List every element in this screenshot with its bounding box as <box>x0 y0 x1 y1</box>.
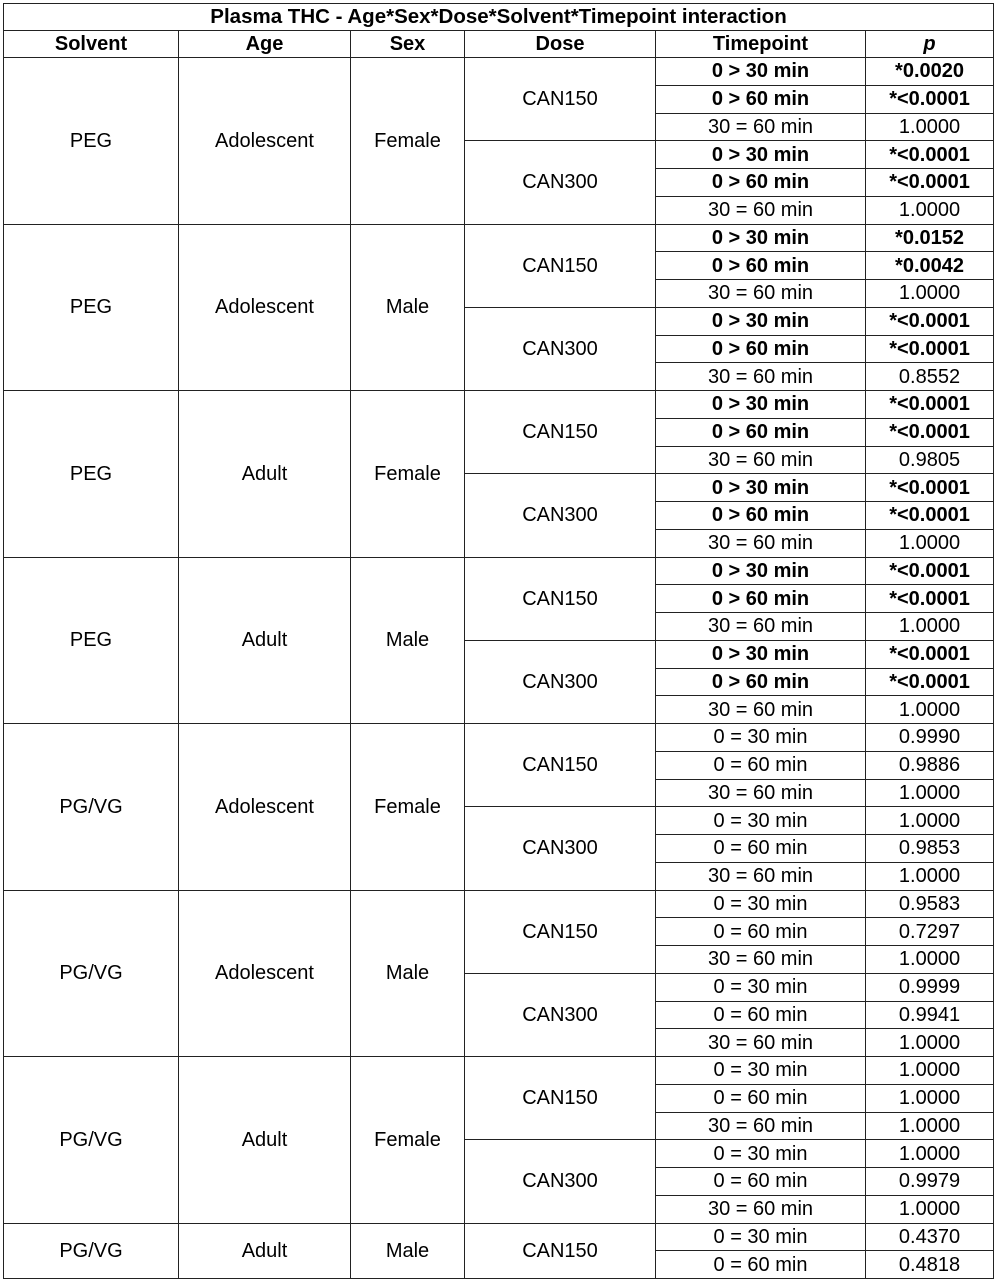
cell-timepoint: 30 = 60 min <box>656 1195 866 1223</box>
cell-timepoint: 0 > 60 min <box>656 585 866 613</box>
cell-p-value: 1.0000 <box>866 280 994 308</box>
cell-timepoint: 30 = 60 min <box>656 529 866 557</box>
cell-p-value: 0.7297 <box>866 918 994 946</box>
cell-age: Adult <box>179 557 351 724</box>
cell-p-value: *0.0020 <box>866 58 994 86</box>
cell-p-value: 0.9886 <box>866 751 994 779</box>
cell-p-value: 0.9805 <box>866 446 994 474</box>
cell-sex: Female <box>351 58 465 225</box>
cell-p-value: 1.0000 <box>866 946 994 974</box>
table-row <box>4 724 994 752</box>
cell-p-value: *<0.0001 <box>866 502 994 530</box>
cell-p-value: 1.0000 <box>866 613 994 641</box>
cell-p-value: 0.9999 <box>866 973 994 1001</box>
cell-p-value: 0.8552 <box>866 363 994 391</box>
cell-timepoint: 0 > 60 min <box>656 169 866 197</box>
cell-timepoint: 0 > 60 min <box>656 668 866 696</box>
cell-p-value: 0.4370 <box>866 1223 994 1251</box>
cell-dose: CAN300 <box>465 141 656 224</box>
cell-sex: Female <box>351 391 465 558</box>
cell-timepoint: 0 = 60 min <box>656 751 866 779</box>
cell-solvent: PEG <box>4 224 179 391</box>
cell-timepoint: 30 = 60 min <box>656 613 866 641</box>
cell-sex: Female <box>351 1057 465 1224</box>
cell-timepoint: 30 = 60 min <box>656 779 866 807</box>
cell-p-value: 1.0000 <box>866 807 994 835</box>
cell-p-value: *<0.0001 <box>866 585 994 613</box>
cell-dose: CAN150 <box>465 557 656 640</box>
cell-age: Adolescent <box>179 890 351 1057</box>
cell-timepoint: 30 = 60 min <box>656 113 866 141</box>
table-body <box>4 4 994 1279</box>
cell-p-value: *<0.0001 <box>866 169 994 197</box>
cell-solvent: PG/VG <box>4 1223 179 1279</box>
cell-timepoint: 0 = 60 min <box>656 835 866 863</box>
cell-timepoint: 30 = 60 min <box>656 196 866 224</box>
cell-timepoint: 0 = 60 min <box>656 1001 866 1029</box>
cell-p-value: 1.0000 <box>866 1029 994 1057</box>
cell-timepoint: 0 > 60 min <box>656 335 866 363</box>
cell-dose: CAN150 <box>465 224 656 307</box>
cell-p-value: *<0.0001 <box>866 85 994 113</box>
cell-timepoint: 0 = 30 min <box>656 807 866 835</box>
cell-dose: CAN150 <box>465 391 656 474</box>
cell-p-value: 0.9979 <box>866 1168 994 1196</box>
cell-p-value: *<0.0001 <box>866 557 994 585</box>
cell-dose: CAN150 <box>465 1057 656 1140</box>
cell-age: Adult <box>179 391 351 558</box>
cell-timepoint: 0 > 30 min <box>656 224 866 252</box>
header-sex: Sex <box>351 31 465 58</box>
cell-timepoint: 0 > 60 min <box>656 252 866 280</box>
cell-timepoint: 30 = 60 min <box>656 446 866 474</box>
cell-p-value: *<0.0001 <box>866 640 994 668</box>
cell-p-value: *<0.0001 <box>866 141 994 169</box>
cell-p-value: *<0.0001 <box>866 418 994 446</box>
cell-timepoint: 0 = 30 min <box>656 973 866 1001</box>
cell-sex: Female <box>351 724 465 891</box>
cell-dose: CAN300 <box>465 973 656 1056</box>
header-age: Age <box>179 31 351 58</box>
cell-timepoint: 30 = 60 min <box>656 1029 866 1057</box>
cell-sex: Male <box>351 224 465 391</box>
table-row <box>4 890 994 918</box>
cell-timepoint: 0 > 30 min <box>656 640 866 668</box>
cell-timepoint: 0 = 30 min <box>656 1057 866 1085</box>
title-row <box>4 4 994 31</box>
stats-table <box>3 3 994 1279</box>
table-row <box>4 224 994 252</box>
cell-timepoint: 0 > 30 min <box>656 141 866 169</box>
cell-sex: Male <box>351 890 465 1057</box>
cell-age: Adult <box>179 1057 351 1224</box>
cell-age: Adolescent <box>179 58 351 225</box>
cell-timepoint: 0 > 30 min <box>656 391 866 419</box>
header-timepoint: Timepoint <box>656 31 866 58</box>
cell-solvent: PG/VG <box>4 1057 179 1224</box>
cell-solvent: PEG <box>4 391 179 558</box>
cell-timepoint: 0 > 30 min <box>656 58 866 86</box>
cell-dose: CAN150 <box>465 890 656 973</box>
cell-p-value: 0.9583 <box>866 890 994 918</box>
cell-dose: CAN300 <box>465 1140 656 1223</box>
cell-timepoint: 30 = 60 min <box>656 946 866 974</box>
cell-timepoint: 30 = 60 min <box>656 1112 866 1140</box>
table-title: Plasma THC - Age*Sex*Dose*Solvent*Timepoint interaction <box>4 4 994 31</box>
cell-timepoint: 30 = 60 min <box>656 696 866 724</box>
table-row <box>4 391 994 419</box>
cell-p-value: 1.0000 <box>866 779 994 807</box>
cell-p-value: 1.0000 <box>866 1195 994 1223</box>
cell-p-value: 0.9853 <box>866 835 994 863</box>
cell-timepoint: 0 = 30 min <box>656 1223 866 1251</box>
cell-dose: CAN300 <box>465 640 656 723</box>
cell-p-value: 1.0000 <box>866 1112 994 1140</box>
header-row <box>4 31 994 58</box>
cell-p-value: 1.0000 <box>866 113 994 141</box>
cell-timepoint: 0 = 30 min <box>656 724 866 752</box>
cell-dose: CAN300 <box>465 307 656 390</box>
cell-dose: CAN300 <box>465 807 656 890</box>
cell-timepoint: 0 = 30 min <box>656 890 866 918</box>
cell-p-value: 1.0000 <box>866 529 994 557</box>
cell-solvent: PEG <box>4 557 179 724</box>
cell-timepoint: 0 = 60 min <box>656 918 866 946</box>
cell-p-value: *<0.0001 <box>866 391 994 419</box>
cell-sex: Male <box>351 1223 465 1279</box>
table-row <box>4 58 994 86</box>
cell-p-value: 0.4818 <box>866 1251 994 1279</box>
cell-timepoint: 0 > 30 min <box>656 307 866 335</box>
header-dose: Dose <box>465 31 656 58</box>
cell-p-value: *<0.0001 <box>866 307 994 335</box>
cell-p-value: *<0.0001 <box>866 668 994 696</box>
cell-age: Adolescent <box>179 724 351 891</box>
cell-timepoint: 0 = 30 min <box>656 1140 866 1168</box>
cell-dose: CAN150 <box>465 1223 656 1279</box>
table-row <box>4 557 994 585</box>
cell-timepoint: 0 > 30 min <box>656 557 866 585</box>
cell-timepoint: 30 = 60 min <box>656 363 866 391</box>
cell-p-value: *<0.0001 <box>866 335 994 363</box>
cell-timepoint: 0 > 30 min <box>656 474 866 502</box>
cell-timepoint: 0 > 60 min <box>656 85 866 113</box>
cell-dose: CAN300 <box>465 474 656 557</box>
cell-timepoint: 30 = 60 min <box>656 862 866 890</box>
cell-p-value: 0.9990 <box>866 724 994 752</box>
cell-p-value: 1.0000 <box>866 1140 994 1168</box>
header-solvent: Solvent <box>4 31 179 58</box>
cell-solvent: PG/VG <box>4 890 179 1057</box>
header-p: p <box>866 31 994 58</box>
cell-timepoint: 0 = 60 min <box>656 1251 866 1279</box>
cell-age: Adult <box>179 1223 351 1279</box>
table-row <box>4 1057 994 1085</box>
cell-p-value: *<0.0001 <box>866 474 994 502</box>
cell-timepoint: 30 = 60 min <box>656 280 866 308</box>
cell-solvent: PEG <box>4 58 179 225</box>
cell-p-value: 1.0000 <box>866 696 994 724</box>
cell-timepoint: 0 > 60 min <box>656 418 866 446</box>
cell-p-value: 1.0000 <box>866 862 994 890</box>
cell-solvent: PG/VG <box>4 724 179 891</box>
cell-timepoint: 0 = 60 min <box>656 1084 866 1112</box>
cell-sex: Male <box>351 557 465 724</box>
table-row <box>4 1223 994 1251</box>
cell-p-value: *0.0042 <box>866 252 994 280</box>
cell-timepoint: 0 > 60 min <box>656 502 866 530</box>
cell-p-value: 1.0000 <box>866 1084 994 1112</box>
cell-timepoint: 0 = 60 min <box>656 1168 866 1196</box>
cell-dose: CAN150 <box>465 58 656 141</box>
cell-age: Adolescent <box>179 224 351 391</box>
cell-p-value: 1.0000 <box>866 196 994 224</box>
cell-dose: CAN150 <box>465 724 656 807</box>
cell-p-value: *0.0152 <box>866 224 994 252</box>
cell-p-value: 0.9941 <box>866 1001 994 1029</box>
cell-p-value: 1.0000 <box>866 1057 994 1085</box>
